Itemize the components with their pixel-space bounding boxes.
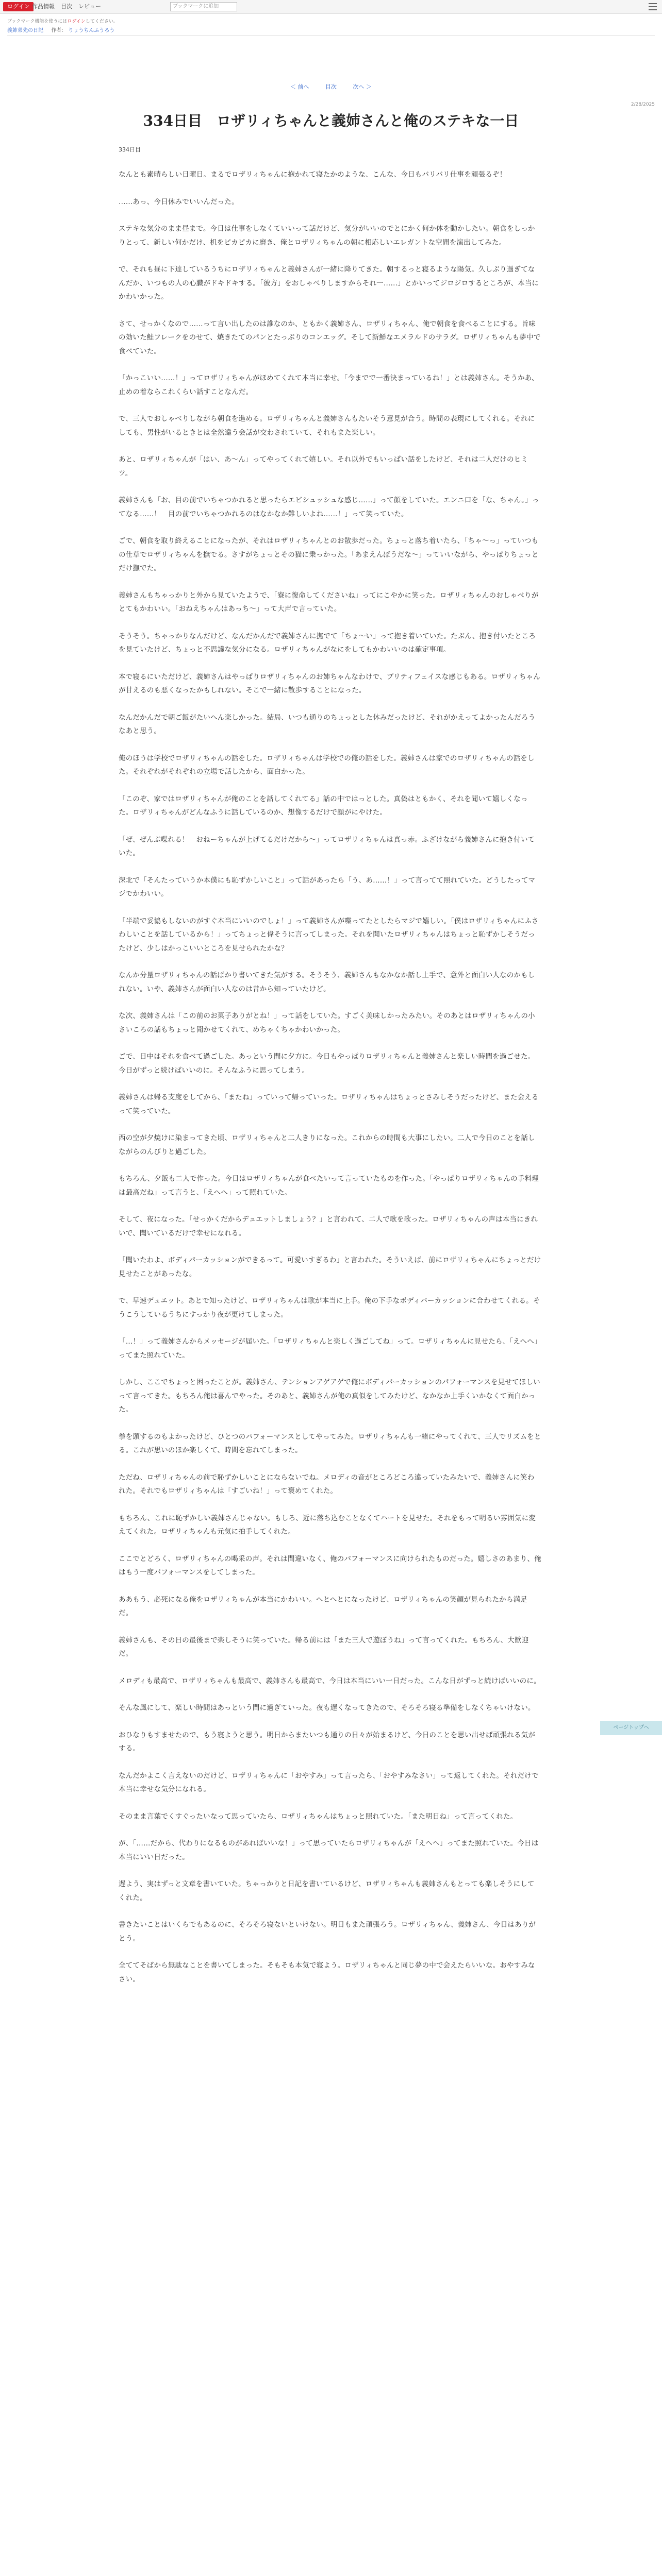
paragraph: しかし、ここでちょっと困ったことが。義姉さん、テンションアゲアゲで俺にボディパーカッションのパフォーマンスを見せてほしいって言ってきた。もちろん俺は喜んでやった。そのあと、義姉さんが俺の真似をしてみたけど、なかなか上手くいかなくて面白かった。: [119, 1378, 540, 1414]
post-date: 2/28/2025: [631, 102, 655, 107]
paragraph: 義姉さんは帰る支度をしてから、「またね」っていって帰っていった。ロザリィちゃんはちょっとさみしそうだったけど、また会えるって笑っていた。: [119, 1093, 539, 1115]
paragraph: なんか分量ロザリィちゃんの話ばかり書いてきた気がする。そうそう、義姉さんもなかなか話し上手で、意外と面白い人なのかもしれない。いや、義姉さんが面白い人なのは昔から知っていたけど。: [119, 971, 535, 993]
menu-icon[interactable]: [649, 3, 657, 10]
paragraph: 全ててそばから無駄なことを書いてしまった。そもそも本気で寝よう。ロザリィちゃんと同じ夢の中で会えたらいいな。おやすみなさい。: [119, 1961, 535, 1984]
paragraph: 「聞いたわよ、ボディパーカッションができるって。可愛いすぎるわ」と言われた。そういえば、前にロザリィちゃんにちょっとだけ見せたことがあったな。: [119, 1256, 541, 1278]
paragraph: そうそう。ちゃっかりなんだけど、なんだかんだで義姉さんに撫でて「ちょ～い」って抱き着いていた。たぶん、抱き付いたところを見ていたけど、ちょっと不思議な気分になる。ロザリィちゃんがなにをしてもかわいいのは確定事項。: [119, 632, 536, 654]
paragraph: 「かっこいい……！」ってロザリィちゃんがほめてくれて本当に幸せ。「今までで一番決まっているね！」とは義姉さん。そうかあ、止めの着ならこれくらい話すことなんだ。: [119, 374, 539, 396]
bookmark-add-box[interactable]: ブックマークに追加: [170, 2, 237, 11]
bookmark-notice: ブックマーク機能を使うにはログインしてください。: [7, 19, 118, 24]
paragraph: で、それも昼に下達しているうちにロザリィちゃんと義姉さんが一緒に降りてきた。朝するっと寝るような陽気。久しぶり過ぎてなんだか、いつもの人の心臓がドキドキする。「彼方」をおしゃべりしますからそれ一……」とかいってジロジロするところが、本当にかわいかった。: [119, 265, 539, 301]
nav-item-review[interactable]: レビュー: [78, 3, 101, 10]
paragraph: おひなりもすませたので、もう寝ようと思う。明日からまたいつも通りの日々が始まるけど、今日のことを思い出せば頑張れる気がする。: [119, 1731, 536, 1753]
paragraph: もちろん、夕飯も二人で作った。今日はロザリィちゃんが食べたいって言っていたものを作った。「やっぱりロザリィちゃんの手料理は最高だね」って言うと、「えへへ」って照れていた。: [119, 1175, 539, 1197]
paragraph: ……あっ、今日休みでいいんだった。: [119, 197, 239, 206]
toc-link[interactable]: 目次: [325, 83, 337, 90]
breadcrumb: [7, 26, 655, 33]
paragraph: もちろん、これに恥ずかしい義姉さんじゃない。もしろ、近に落ち込むことなくてハートを見せた。それをもって明るい雰囲気に変えてくれた。ロザリィちゃんも元気に拍手してくれた。: [119, 1514, 536, 1536]
paragraph: 本で寝るにいただけど、義姉さんはやっぱりロザリィちゃんのお姉ちゃんなわけで、プリティフェイスな感じもある。ロザリィちゃんが甘えるのも悪くなったかもしれない。そこで一緒に散歩することになった。: [119, 672, 540, 694]
paragraph: あと、ロザリィちゃんが「はい、あ～ん」ってやってくれて嬉しい。それ以外でもいっぱい話をしたけど、それは二人だけのヒミツ。: [119, 455, 528, 478]
prev-link[interactable]: ＜ 前へ: [290, 83, 309, 90]
paragraph: そのまま言葉でくすぐったいなって思っていたら、ロザリィちゃんはちょっと照れていた。「また明日ね」って言ってくれた。: [119, 1812, 518, 1821]
paragraph: なんだかよこく言えないのだけど、ロザリィちゃんに「おやすみ」って言ったら、「おやすみなさい」って返してくれた。それだけで本当に幸せな気分になれる。: [119, 1771, 539, 1793]
author-label: 作者：: [51, 28, 67, 33]
next-link[interactable]: 次へ ＞: [353, 83, 372, 90]
paragraph: そんな風にして、楽しい時間はあっという間に過ぎていった。夜も遅くなってきたので、そろそろ寝る準備をしなくちゃいけない。: [119, 1704, 535, 1712]
chapter-body: [119, 168, 541, 1999]
paragraph: で、三人でおしゃべりしながら朝食を進める。ロザリィちゃんと義姉さんもたいそう意見が合う。時間の表現にしてくれる。それにしても、男性がいるときとは全然違う会話が交わされていて、それもまた楽しい。: [119, 415, 535, 437]
paragraph: が、「……だから、代わりになるものがあればいいな！」って思っていたらロザリィちゃんが「えへへ」ってまた照れていた。今日は本当にいい日だった。: [119, 1839, 539, 1861]
paragraph: 俺のほうは学校でロザリィちゃんの話をした。ロザリィちゃんは学校での俺の話をした。義姉さんは家でのロザリィちゃんの話をした。それぞれがそれぞれの立場で話したから、面白かった。: [119, 754, 535, 776]
paragraph: 義姉さんもちゃっかりと外から見ていたようで、「寮に復命してくださいね」ってにこやかに笑った。ロザリィちゃんのおしゃべりがとてもかわいい。「おねえちゃんはあっち～」って大声で言っていた。: [119, 591, 539, 613]
author-link[interactable]: りょうちんふうろう: [68, 28, 115, 33]
paragraph: 「ぜ、ぜんぶ喋れる！ おねーちゃんが上げてるだけだから～」ってロザリィちゃんは真っ赤。ふざけながら義姉さんに抱き付いていた。: [119, 835, 535, 857]
paragraph: 書きたいことはいくらでもあるのに、そろそろ寝ないといけない。明日もまた頑張ろう。ロザリィちゃん、義姉さん、今日はありがとう。: [119, 1921, 536, 1943]
chapter-title: 334日目 ロザリィちゃんと義姉さんと俺のステキな一日: [143, 112, 519, 129]
nav-item-toc[interactable]: 目次: [61, 3, 72, 10]
page-top-button[interactable]: ページトップへ: [600, 1721, 662, 1735]
paragraph: 義姉さんも、その日の最後まで楽しそうに笑っていた。帰る前には「また三人で遊ぼうね」って言ってくれた。もちろん、大歓迎だ。: [119, 1636, 529, 1658]
paragraph: ごで、日中はそれを食べて過ごした。あっという間に夕方に。今日もやっぱりロザリィちゃんと義姉さんと楽しい時間を過ごせた。今日がずっと続けばいいのに。そんなふうに思ってしまう。: [119, 1053, 535, 1075]
paragraph: そして、夜になった。「せっかくだからデュエットしましょう？」と言われて、二人で歌を歌った。ロザリィちゃんの声は本当にきれいで、聞いているだけで幸せになれる。: [119, 1215, 538, 1238]
paragraph: ああもう、必死になる俺をロザリィちゃんが本当にかわいい。へとへとになったけど、ロザリィちゃんの笑顔が見られたから満足だ。: [119, 1595, 527, 1617]
paragraph: 西の空が夕焼けに染まってきた頃、ロザリィちゃんと二人きりになった。これからの時間も大事にしたい。二人で今日のことを話しながらのんびりと過ごした。: [119, 1134, 535, 1156]
paragraph: なんとも素晴らしい日曜日。まるでロザリィちゃんに抱かれて寝たかのような、こんな、今日もバリバリ仕事を頑張るぞ！: [119, 171, 507, 179]
paragraph: 義姉さんも「お、目の前でいちゃつかれると思ったらエビシュッシュな感じ……」って顔をしていた。エンニ口を「な、ちゃん。」ってなる……！ 目の前でいちゃつかれるのはなかなか難しいよね……！」って笑っていた。: [119, 496, 539, 518]
login-button[interactable]: ログイン: [3, 2, 34, 11]
paragraph: で、早速デュエット。あとで知ったけど、ロザリィちゃんは歌が本当に上手。俺の下手なボディパーカッションに合わせてくれる。そうこうしているうちにすっかり夜が更けてしまった。: [119, 1297, 540, 1319]
chapter-subtitle: 334日目: [119, 146, 141, 153]
paragraph: メロディも最高で、ロザリィちゃんも最高で、義姉さんも最高で、今日は本当にいい一日だった。こんな日がずっと続けばいいのに。: [119, 1676, 541, 1685]
paragraph: 深北で「そんたっていうか本僕にも恥ずかしいこと」って話があったら「う、あ……！」って言ってて照れていた。どうしたってマジでかわいい。: [119, 876, 536, 898]
login-link[interactable]: ログイン: [67, 19, 86, 24]
paragraph: 拳を頭するのもよかったけど、ひとつのパフォーマンスとしてやってみた。ロザリィちゃんも一緒にやってくれて、三人でリズムをとる。これが思いのほか楽しくて、時間を忘れてしまった。: [119, 1432, 541, 1454]
pager-top: [0, 82, 662, 91]
paragraph: 「…！」って義姉さんからメッセージが届いた。「ロザリィちゃんと楽しく過ごしてね」って。ロザリィちゃんに見せたら、「えへへ」ってまた照れていた。: [119, 1337, 541, 1360]
paragraph: ごで、朝食を取り終えることになったが、それはロザリィちゃんとのお散歩だった。ちょっと落ち着いたら、「ちゃ～っ」っていつもの仕草でロザリィちゃんを撫でる。さすがちょっとその猫に乗っかった。「あまえんぼうだな～」っていいながら、やっぱりちょっとだけ撫でた。: [119, 537, 539, 572]
paragraph: 「このぞ、家ではロザリィちゃんが俺のことを話してくれてる」話の中ではっとした。真偽はともかく、それを聞いて嬉しくなった。ロザリィちゃんがどんなふうに話しているのか、想像するだけで顔がにやけた。: [119, 794, 528, 817]
top-header: [0, 0, 662, 14]
series-link[interactable]: 義姉弟先の日記: [7, 28, 43, 33]
nav-item-work-info[interactable]: 作品情報: [32, 3, 55, 10]
paragraph: ここでとどろく、ロザリィちゃんの喝采の声。それは間違いなく、俺のパフォーマンスに向けられたものだった。嬉しさのあまり、俺はもう一度パフォーマンスをしてしまった。: [119, 1554, 541, 1577]
paragraph: さて、せっかくなので……って言い出したのは誰なのか、ともかく義姉さん、ロザリィちゃん、俺で朝食を食べることにする。旨味の効いた鮭フレークをのせて、焼きたてのパンとたっぷりのコンエッグ。そして新鮮なエメラルドのサラダ。ロザリィちゃんも夢中で食べていた。: [119, 319, 541, 355]
paragraph: な次、義姉さんは「この前のお菓子ありがとね！」って話をしていた。すごく美味しかったみたい。そのあとはロザリィちゃんの小さいころの話もちょっと聞かせてくれて、めちゃくちゃかわいかった。: [119, 1012, 535, 1034]
paragraph: ただね、ロザリィちゃんの前で恥ずかしいことにならないでね。メロディの音がところどころ違っていたみたいで、義姉さんに笑われた。それでもロザリィちゃんは「すごいね！」って褒めてくれた。: [119, 1473, 535, 1495]
paragraph: 遅よう、実はずっと文章を書いていた。ちゃっかりと日記を書いているけど、ロザリィちゃんも義姉さんもとっても楽しそうにしてくれた。: [119, 1880, 535, 1902]
paragraph: ステキな気分のまま昼まで。今日は仕事をしなくていいって話だけど、気分がいいのでとにかく何か体を動かしたい。朝食をしっかりとって、新しい何かだけ、机をピカピカに磨き、俺とロザリィちゃんの朝に相応しいエレガントな空間を演出してみた。: [119, 225, 535, 247]
paragraph: なんだかんだで朝ご飯がたいへん楽しかった。結局、いつも通りのちょっとした休みだったけど、それがかえってよかったんだろうなあと思う。: [119, 713, 536, 735]
paragraph: 「半端で妥協もしないのがすぐ本当にいいのでしょ！」って義姉さんが喋ってたとしたらマジで嬉しい。「僕はロザリィちゃんにふさわしいことを話しているから！」ってちょっと偉そうに言ってしまった。それを聞いたロザリィちゃんはちょっと恥ずかしそうだったけど、少しはかっこいいところを見せられたかな？: [119, 917, 539, 953]
